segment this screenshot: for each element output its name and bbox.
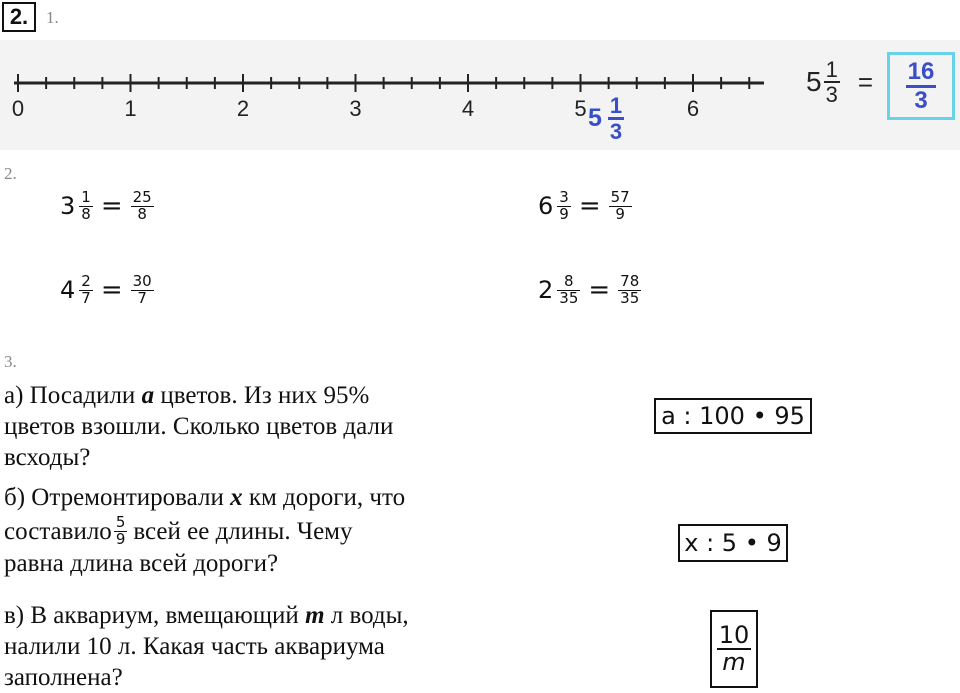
eq2-whole: 6 xyxy=(538,192,554,221)
eq3-result-denominator: 7 xyxy=(137,288,147,307)
part1-label: 1. xyxy=(46,8,59,27)
problem-b-fraction: $\frac{5}{9}$ xyxy=(115,513,126,548)
problem-c-line-3: заполнена? xyxy=(4,664,123,691)
equation-1 xyxy=(60,190,156,223)
eq2-result-numerator: 57 xyxy=(610,188,630,206)
eq4-result-denominator: 35 xyxy=(620,288,640,307)
eq1-numerator: 1 xyxy=(81,188,91,206)
problem-b-line-2: составило $\frac{5}{9}$ всей ее длины. Чему xyxy=(4,513,353,548)
marked-point-denominator: 3 xyxy=(609,119,623,145)
eq3-equals: = xyxy=(100,275,123,306)
eq1-result-numerator: 25 xyxy=(132,188,152,206)
equation-3 xyxy=(60,274,156,307)
conversion-answer-denominator: 3 xyxy=(914,86,928,114)
problem-a-answer-box: a : 100 • 95 xyxy=(654,398,812,434)
conversion-answer-fraction xyxy=(906,59,937,112)
tick-label-4: 4 xyxy=(461,96,475,121)
marked-point-whole: 5 xyxy=(588,104,602,133)
equation-4 xyxy=(538,274,643,307)
eq3-whole: 4 xyxy=(60,276,76,305)
eq1-result-denominator: 8 xyxy=(137,204,147,223)
eq4-numerator: 8 xyxy=(564,272,574,290)
eq4-result-numerator: 78 xyxy=(620,272,640,290)
eq1-whole: 3 xyxy=(60,192,76,221)
variable-m: т xyxy=(305,602,325,629)
tick-label-5: 5 xyxy=(574,96,587,121)
problem-c-answer-denominator: m xyxy=(722,648,746,676)
number-line xyxy=(0,70,780,100)
conversion-expression xyxy=(806,58,873,106)
eq2-denominator: 9 xyxy=(559,204,569,223)
problem-c xyxy=(4,600,484,693)
marked-point-label xyxy=(588,94,626,143)
conversion-fraction xyxy=(824,58,840,106)
tick-label-0: 0 xyxy=(11,96,25,121)
problem-b xyxy=(4,482,484,579)
eq1-denominator: 8 xyxy=(81,204,91,223)
eq4-equals: = xyxy=(588,275,611,306)
marked-point-fraction xyxy=(608,94,624,143)
problem-a-line-1: а) Посадили а цветов. Из них 95% xyxy=(4,382,370,409)
conversion-denominator: 3 xyxy=(825,82,838,108)
tick-label-2: 2 xyxy=(236,96,250,121)
problem-c-answer-box xyxy=(710,610,758,688)
eq4-whole: 2 xyxy=(538,276,554,305)
problem-c-line-2: налили 10 л. Какая часть аквариума xyxy=(4,633,385,660)
variable-a: а xyxy=(141,382,155,409)
marked-point-numerator: 1 xyxy=(609,93,623,118)
eq2-result-denominator: 9 xyxy=(615,204,625,223)
problem-c-answer-fraction xyxy=(717,620,752,676)
problem-b-line-1: б) Отремонтировали х км дороги, что xyxy=(4,484,406,511)
eq3-denominator: 7 xyxy=(81,288,91,307)
eq3-result-numerator: 30 xyxy=(132,272,152,290)
variable-x: х xyxy=(230,484,243,511)
problem-c-line-1: в) В аквариум, вмещающий т л воды, xyxy=(4,602,409,629)
part3-label: 3. xyxy=(4,352,17,371)
eq4-denominator: 35 xyxy=(559,288,579,307)
tick-label-6: 6 xyxy=(686,96,700,121)
problem-a-line-2: цветов взошли. Сколько цветов дали xyxy=(4,413,394,440)
conversion-answer-box xyxy=(887,52,955,120)
tick-label-3: 3 xyxy=(349,96,362,121)
part2-label: 2. xyxy=(4,164,17,183)
tick-label-1: 1 xyxy=(124,96,137,121)
problem-a xyxy=(4,380,484,473)
problem-c-answer-numerator: 10 xyxy=(718,620,750,649)
eq2-equals: = xyxy=(578,191,601,222)
eq1-equals: = xyxy=(100,191,123,222)
problem-a-line-3: всходы? xyxy=(4,444,91,471)
conversion-answer-numerator: 16 xyxy=(907,58,935,86)
conversion-whole: 5 xyxy=(806,66,822,98)
task-number: 2. xyxy=(2,2,36,32)
conversion-equals: = xyxy=(857,66,874,97)
conversion-numerator: 1 xyxy=(825,57,838,82)
eq3-numerator: 2 xyxy=(81,272,91,290)
equation-2 xyxy=(538,190,634,223)
problem-b-line-3: равна длина всей дороги? xyxy=(4,549,279,577)
problem-b-answer-box: x : 5 • 9 xyxy=(678,524,788,562)
eq2-numerator: 3 xyxy=(559,188,569,206)
